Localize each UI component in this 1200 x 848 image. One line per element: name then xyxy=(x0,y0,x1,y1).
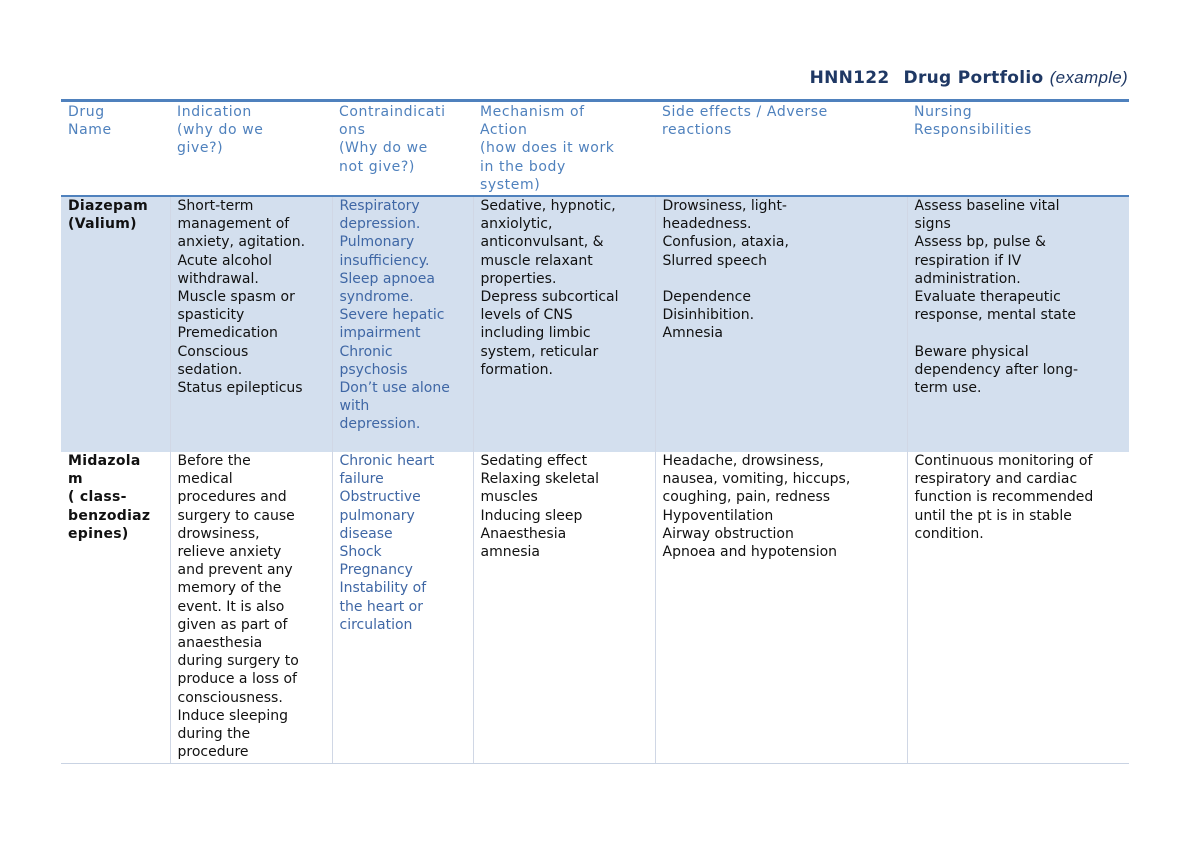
drug-name-cell: Midazola m ( class- benzodiaz epines) xyxy=(61,452,170,764)
title-rule xyxy=(61,99,1129,102)
contraindications-cell: Respiratory depression. Pulmonary insufficiency. Sleep apnoea syndrome. Severe hepatic impairment Chronic psychosis Don’t use alone with depression. xyxy=(332,196,473,452)
table-header xyxy=(61,103,1129,196)
page-title xyxy=(810,68,1128,88)
column-header-side-effects: Side effects / Adverse reactions xyxy=(655,103,907,196)
header-row xyxy=(61,103,1129,196)
column-header-mechanism: Mechanism of Action (how does it work in the body system) xyxy=(473,103,655,196)
mechanism-cell: Sedating effect Relaxing skeletal muscles Inducing sleep Anaesthesia amnesia xyxy=(473,452,655,764)
mechanism-cell: Sedative, hypnotic, anxiolytic, anticonvulsant, & muscle relaxant properties. Depress subcortical levels of CNS including limbic system, reticular formation. xyxy=(473,196,655,452)
side-effects-cell: Headache, drowsiness, nausea, vomiting, hiccups, coughing, pain, redness Hypoventilation Airway obstruction Apnoea and hypotension xyxy=(655,452,907,764)
course-code: HNN122 xyxy=(809,68,890,88)
column-header-indication: Indication (why do we give?) xyxy=(170,103,332,196)
column-header-contraindications: Contraindicati ons (Why do we not give?) xyxy=(332,103,473,196)
column-header-nursing: Nursing Responsibilities xyxy=(907,103,1129,196)
contraindications-cell: Chronic heart failure Obstructive pulmonary disease Shock Pregnancy Instability of the heart or circulation xyxy=(332,452,473,764)
column-header-drug-name: Drug Name xyxy=(61,103,170,196)
indication-cell: Short-term management of anxiety, agitation. Acute alcohol withdrawal. Muscle spasm or spasticity Premedication Conscious sedation. Status epilepticus xyxy=(170,196,332,452)
drug-portfolio-table xyxy=(61,103,1129,764)
nursing-cell: Continuous monitoring of respiratory and cardiac function is recommended until the pt is in stable condition. xyxy=(907,452,1129,764)
table-row xyxy=(61,196,1129,452)
document-title: Drug Portfolio xyxy=(903,68,1044,88)
document-subtitle: (example) xyxy=(1049,68,1128,87)
table-row xyxy=(61,452,1129,764)
nursing-cell: Assess baseline vital signs Assess bp, pulse & respiration if IV administration. Evaluate therapeutic response, mental state Beware physical dependency after long- term use. xyxy=(907,196,1129,452)
drug-name-cell: Diazepam (Valium) xyxy=(61,196,170,452)
side-effects-cell: Drowsiness, light- headedness. Confusion, ataxia, Slurred speech Dependence Disinhibition. Amnesia xyxy=(655,196,907,452)
indication-cell: Before the medical procedures and surgery to cause drowsiness, relieve anxiety and prevent any memory of the event. It is also given as part of anaesthesia during surgery to produce a loss of consciousness. Induce sleeping during the procedure xyxy=(170,452,332,764)
